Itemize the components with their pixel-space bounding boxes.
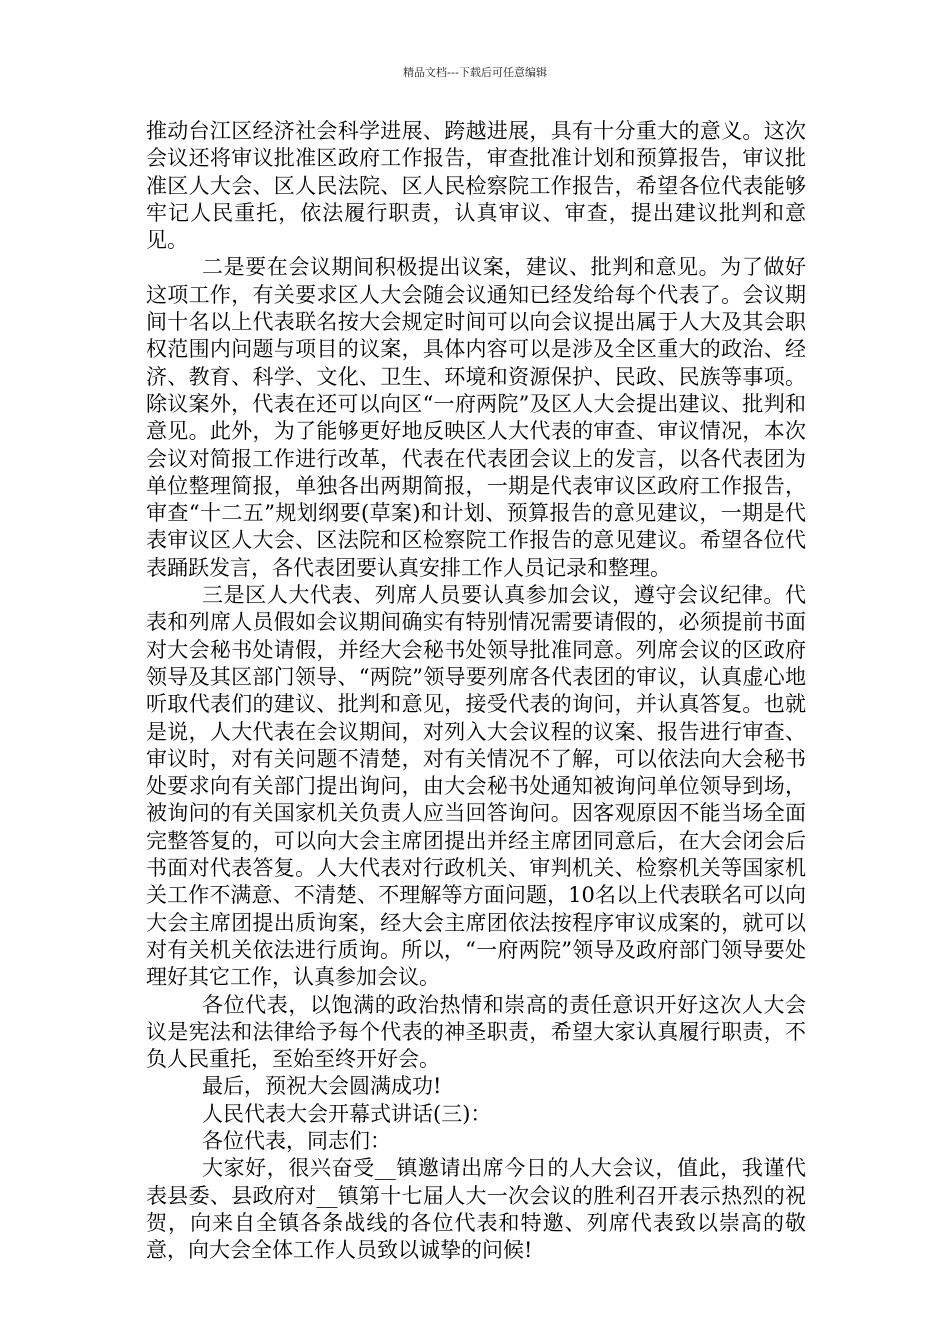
- page-header: 精品文档---下载后可任意编辑: [403, 66, 547, 79]
- paragraph: 最后，预祝大会圆满成功!: [202, 1074, 442, 1099]
- paragraph: 各位代表，以饱满的政治热情和崇高的责任意识开好这次人大会议是宪法和法律给予每个代表的神圣职责，希望大家认真履行职责，不负人民重托，至始至终开好会。: [146, 992, 806, 1072]
- paragraph: 推动台江区经济社会科学进展、跨越进展，具有十分重大的意义。这次会议还将审议批准区政府工作报告，审查批准计划和预算报告，审议批准区人大会、区人民法院、区人民检察院工作报告，希望各位代表能够牢记人民重托，依法履行职责，认真审议、审查，提出建议批判和意见。: [146, 119, 806, 253]
- paragraph: 二是要在会议期间积极提出议案，建议、批判和意见。为了做好这项工作，有关要求区人大会随会议通知已经发给每个代表了。会议期间十名以上代表联名按大会规定时间可以向会议提出属于人大及其会职权范围内问题与项目的议案，具体内容可以是涉及全区重大的政治、经济、教育、科学、文化、卫生、环境和资源保护、民政、民族等事项。除议案外，代表在还可以向区“一府两院”及区人大会提出建议、批判和意见。此外，为了能够更好地反映区人大代表的审查、审议情况，本次会议对简报工作进行改革，代表在代表团会议上的发言，以各代表团为单位整理简报，单独各出两期简报，一期是代表审议区政府工作报告，审查“十二五”规划纲要(草案)和计划、预算报告的意见建议，一期是代表审议区人大会、区法院和区检察院工作报告的意见建议。希望各位代表踊跃发言，各代表团要认真安排工作人员记录和整理。: [146, 255, 806, 580]
- section-title: 人民代表大会开幕式讲话(三)：: [202, 1101, 492, 1126]
- paragraph: 大家好，很兴奋受__镇邀请出席今日的人大会议，值此，我谨代表县委、县政府对__镇第十七届人大一次会议的胜利召开表示热烈的祝贺，向来自全镇各条战线的各位代表和特邀、列席代表致以崇高的敬意，向大会全体工作人员致以诚挚的问候!: [146, 1156, 806, 1263]
- document-body: [146, 118, 806, 1264]
- salutation: 各位代表，同志们：: [202, 1128, 391, 1153]
- paragraph: 三是区人大代表、列席人员要认真参加会议，遵守会议纪律。代表和列席人员假如会议期间确实有特别情况需要请假的，必须提前书面对大会秘书处请假，并经大会秘书处领导批准同意。列席会议的区政府领导及其区部门领导、“两院”领导要列席各代表团的审议，认真虚心地听取代表们的建议、批判和意见，接受代表的询问，并认真答复。也就是说，人大代表在会议期间，对列入大会议程的议案、报告进行审查、审议时，对有关问题不清楚，对有关情况不了解，可以依法向大会秘书处要求向有关部门提出询问，由大会秘书处通知被询问单位领导到场，被询问的有关国家机关负责人应当回答询问。因客观原因不能当场全面完整答复的，可以向大会主席团提出并经主席团同意后，在大会闭会后书面对代表答复。人大代表对行政机关、审判机关、检察机关等国家机关工作不满意、不清楚、不理解等方面问题，10名以上代表联名可以向大会主席团提出质询案，经大会主席团依法按程序审议成案的，就可以对有关机关依法进行质询。所以，“一府两院”领导及政府部门领导要处理好其它工作，认真参加会议。: [146, 583, 806, 990]
